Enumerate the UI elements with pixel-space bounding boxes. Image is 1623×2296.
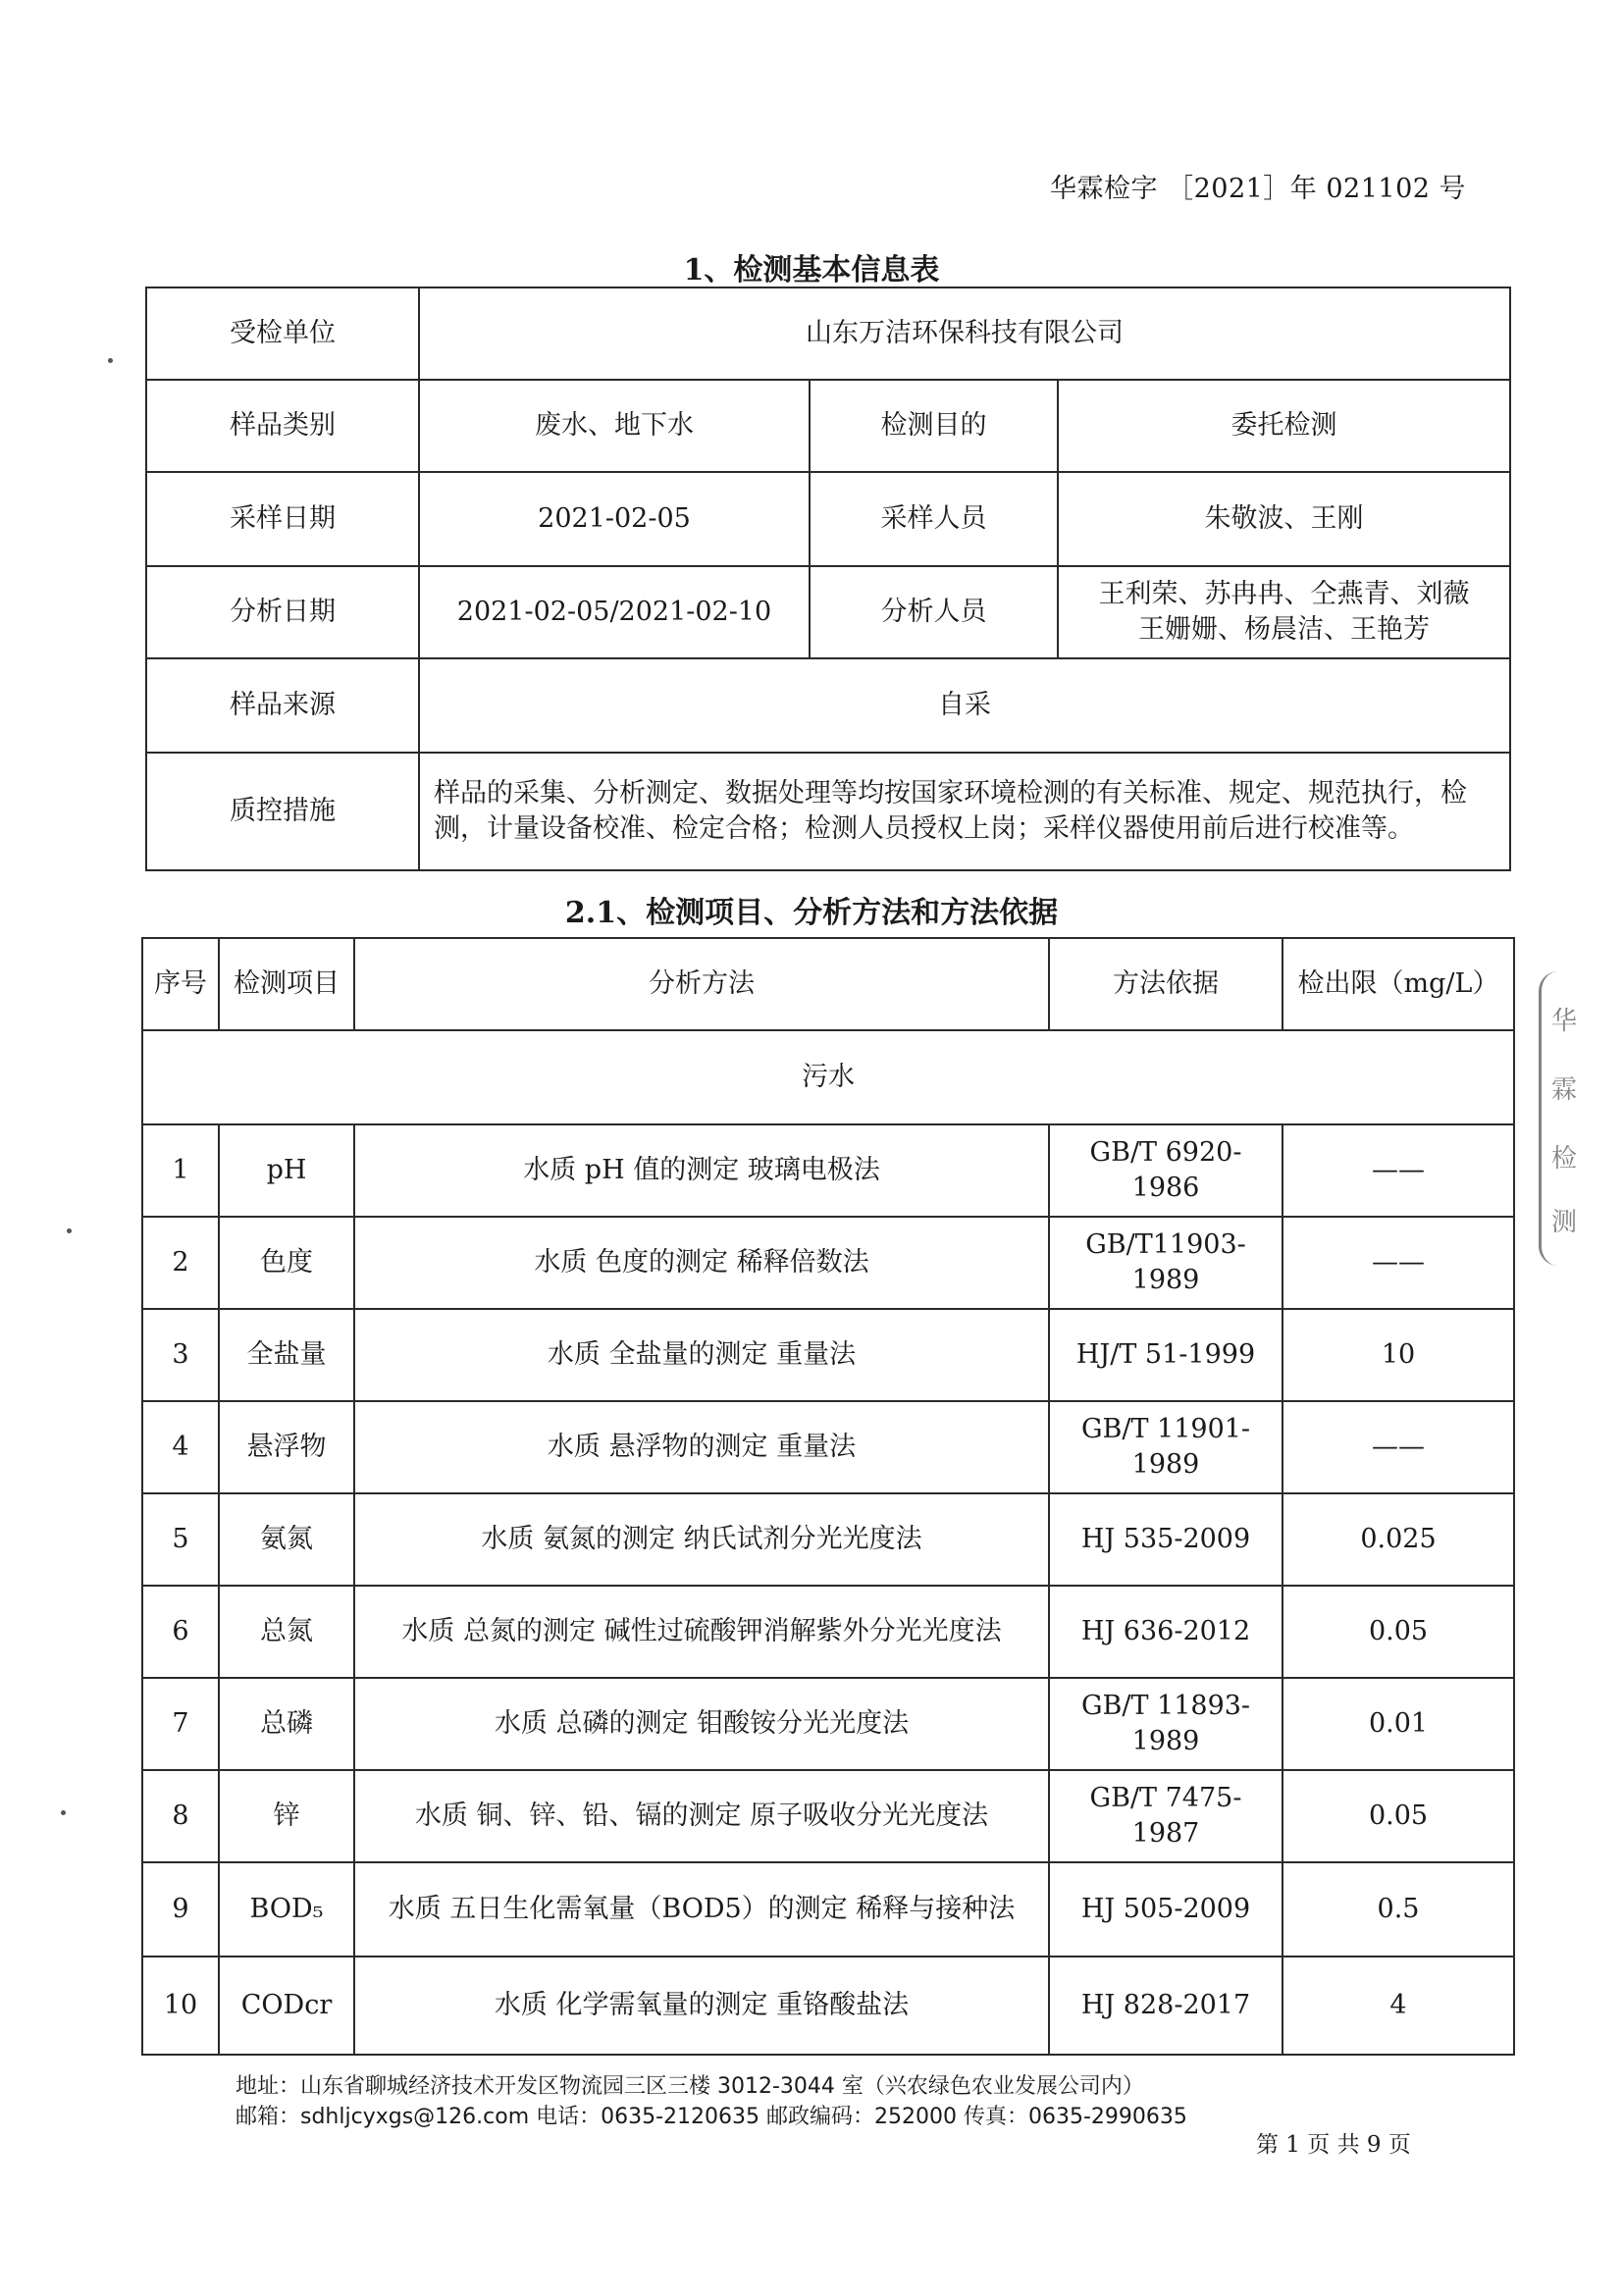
row-limit: 4 xyxy=(1283,1957,1514,2055)
table-row xyxy=(142,1124,1514,1217)
analysis-row xyxy=(146,566,1510,658)
source-row xyxy=(146,658,1510,753)
sampler-label: 采样人员 xyxy=(810,472,1058,566)
analyst-label: 分析人员 xyxy=(810,566,1058,658)
sample-type-label: 样品类别 xyxy=(146,380,419,472)
seal-stamp xyxy=(1539,971,1587,1266)
source-label: 样品来源 xyxy=(146,658,419,753)
header-basis: 方法依据 xyxy=(1049,938,1283,1030)
row-item: 全盐量 xyxy=(219,1309,354,1401)
footer-address: 地址：山东省聊城经济技术开发区物流园三区三楼 3012-3044 室（兴农绿色农业发展公司内） xyxy=(236,2074,1144,2099)
row-limit: 0.5 xyxy=(1283,1862,1514,1957)
table-row xyxy=(142,1678,1514,1770)
analyst-line-2: 王姗姗、杨晨洁、王艳芳 xyxy=(1138,614,1430,645)
seal-char: 霖 xyxy=(1551,1075,1578,1105)
footer-contact: 邮箱：sdhljcyxgs@126.com 电话：0635-2120635 邮政编码：252000 传真：0635-2990635 xyxy=(236,2105,1187,2129)
row-limit: —— xyxy=(1283,1217,1514,1309)
table-row xyxy=(142,1862,1514,1957)
row-no: 6 xyxy=(142,1586,219,1678)
row-method: 水质 氨氮的测定 纳氏试剂分光光度法 xyxy=(354,1493,1049,1586)
scan-speck xyxy=(67,1228,72,1233)
row-method: 水质 化学需氧量的测定 重铬酸盐法 xyxy=(354,1957,1049,2055)
table-row xyxy=(142,1217,1514,1309)
table-row xyxy=(142,1309,1514,1401)
row-method: 水质 色度的测定 稀释倍数法 xyxy=(354,1217,1049,1309)
row-method: 水质 全盐量的测定 重量法 xyxy=(354,1309,1049,1401)
scan-speck xyxy=(61,1810,66,1815)
row-limit: 0.01 xyxy=(1283,1678,1514,1770)
client-label: 受检单位 xyxy=(146,287,419,380)
row-limit: 10 xyxy=(1283,1309,1514,1401)
row-item: 总氮 xyxy=(219,1586,354,1678)
analyst-line-1: 王利荣、苏冉冉、仝燕青、刘薇 xyxy=(1098,578,1470,609)
analysis-date-label: 分析日期 xyxy=(146,566,419,658)
row-basis: HJ 535-2009 xyxy=(1049,1493,1283,1586)
qc-label: 质控措施 xyxy=(146,753,419,870)
sampling-row xyxy=(146,472,1510,566)
row-no: 5 xyxy=(142,1493,219,1586)
table-row xyxy=(142,1401,1514,1493)
table-row xyxy=(142,1770,1514,1862)
row-method: 水质 悬浮物的测定 重量法 xyxy=(354,1401,1049,1493)
row-limit: —— xyxy=(1283,1124,1514,1217)
row-no: 7 xyxy=(142,1678,219,1770)
row-limit: 0.05 xyxy=(1283,1770,1514,1862)
row-method: 水质 总氮的测定 碱性过硫酸钾消解紫外分光光度法 xyxy=(354,1586,1049,1678)
row-basis: HJ 828-2017 xyxy=(1049,1957,1283,2055)
sample-type-value: 废水、地下水 xyxy=(419,380,810,472)
row-limit: —— xyxy=(1283,1401,1514,1493)
row-method: 水质 总磷的测定 钼酸铵分光光度法 xyxy=(354,1678,1049,1770)
purpose-value: 委托检测 xyxy=(1058,380,1510,472)
section-label: 污水 xyxy=(142,1030,1514,1124)
sampling-date-value: 2021-02-05 xyxy=(419,472,810,566)
client-row xyxy=(146,287,1510,380)
source-value: 自采 xyxy=(419,658,1510,753)
row-basis: GB/T11903-1989 xyxy=(1049,1217,1283,1309)
client-value: 山东万洁环保科技有限公司 xyxy=(419,287,1510,380)
row-item: BOD₅ xyxy=(219,1862,354,1957)
row-no: 2 xyxy=(142,1217,219,1309)
row-no: 3 xyxy=(142,1309,219,1401)
row-basis: HJ 505-2009 xyxy=(1049,1862,1283,1957)
table-row xyxy=(142,1586,1514,1678)
row-no: 10 xyxy=(142,1957,219,2055)
row-no: 8 xyxy=(142,1770,219,1862)
analyst-value xyxy=(1058,566,1510,658)
table-row xyxy=(142,1957,1514,2055)
row-method: 水质 pH 值的测定 玻璃电极法 xyxy=(354,1124,1049,1217)
row-method: 水质 铜、锌、铅、镉的测定 原子吸收分光光度法 xyxy=(354,1770,1049,1862)
row-basis: GB/T 6920-1986 xyxy=(1049,1124,1283,1217)
section-row xyxy=(142,1030,1514,1124)
row-item: 锌 xyxy=(219,1770,354,1862)
qc-row xyxy=(146,753,1510,870)
row-no: 4 xyxy=(142,1401,219,1493)
row-basis: GB/T 11893-1989 xyxy=(1049,1678,1283,1770)
row-item: CODcr xyxy=(219,1957,354,2055)
row-item: 悬浮物 xyxy=(219,1401,354,1493)
page-number: 第 1 页 共 9 页 xyxy=(1256,2132,1411,2158)
methods-title: 2.1、检测项目、分析方法和方法依据 xyxy=(564,896,1059,930)
row-item: pH xyxy=(219,1124,354,1217)
methods-header-row xyxy=(142,938,1514,1030)
basic-info-title: 1、检测基本信息表 xyxy=(683,253,940,287)
row-limit: 0.025 xyxy=(1283,1493,1514,1586)
row-no: 9 xyxy=(142,1862,219,1957)
purpose-label: 检测目的 xyxy=(810,380,1058,472)
seal-char: 测 xyxy=(1551,1208,1578,1237)
seal-char: 检 xyxy=(1551,1144,1578,1174)
row-basis: HJ 636-2012 xyxy=(1049,1586,1283,1678)
row-basis: GB/T 7475-1987 xyxy=(1049,1770,1283,1862)
row-no: 1 xyxy=(142,1124,219,1217)
scan-speck xyxy=(108,358,113,363)
header-method: 分析方法 xyxy=(354,938,1049,1030)
sampler-value: 朱敬波、王刚 xyxy=(1058,472,1510,566)
row-item: 氨氮 xyxy=(219,1493,354,1586)
seal-char: 华 xyxy=(1551,1007,1578,1036)
header-no: 序号 xyxy=(142,938,219,1030)
document-number: 华霖检字 ［2021］年 021102 号 xyxy=(1050,174,1467,204)
row-item: 色度 xyxy=(219,1217,354,1309)
header-limit: 检出限（mg/L） xyxy=(1283,938,1514,1030)
sampling-date-label: 采样日期 xyxy=(146,472,419,566)
row-basis: GB/T 11901-1989 xyxy=(1049,1401,1283,1493)
analysis-date-value: 2021-02-05/2021-02-10 xyxy=(419,566,810,658)
sample-type-row xyxy=(146,380,1510,472)
methods-table xyxy=(141,937,1515,2056)
header-item: 检测项目 xyxy=(219,938,354,1030)
row-limit: 0.05 xyxy=(1283,1586,1514,1678)
row-method: 水质 五日生化需氧量（BOD5）的测定 稀释与接种法 xyxy=(354,1862,1049,1957)
row-basis: HJ/T 51-1999 xyxy=(1049,1309,1283,1401)
basic-info-table xyxy=(145,287,1511,871)
table-row xyxy=(142,1493,1514,1586)
row-item: 总磷 xyxy=(219,1678,354,1770)
qc-value: 样品的采集、分析测定、数据处理等均按国家环境检测的有关标准、规定、规范执行，检测，计量设备校准、检定合格；检测人员授权上岗；采样仪器使用前后进行校准等。 xyxy=(419,753,1510,870)
